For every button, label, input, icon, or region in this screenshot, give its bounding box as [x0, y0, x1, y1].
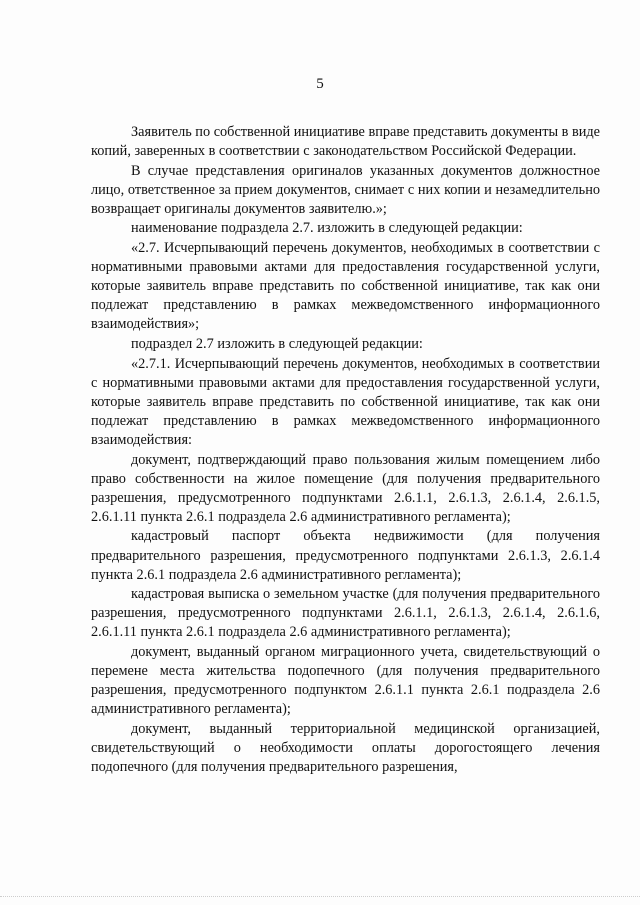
paragraph-rename-subsection: наименование подраздела 2.7. изложить в следующей редакции:	[131, 220, 523, 237]
paragraph-restate-subsection: подраздел 2.7 изложить в следующей редакции:	[131, 336, 423, 353]
paragraph-subsection-2-7-1: «2.7.1. Исчерпывающий перечень документов, необходимых в соответствии с нормативными правовыми актами для предоставления государственной услуги, которые заявитель вправе представить по собственной инициативе, так как они подлежат представлению в рамках межведомственного информационного взаимодействия:	[91, 355, 600, 448]
list-item-housing-right-document: документ, подтверждающий право пользования жилым помещением либо право собственности на жилое помещение (для получения предварительного разрешения, предусмотренного подпунктами 2.6.1.1, 2.6.1.3, 2.6.1.4, 2.6.1.5, 2.6.1.11 пункта 2.6.1 подраздела 2.6 административного регламента);	[91, 451, 600, 525]
scan-edge-artifact	[0, 896, 640, 901]
document-body	[91, 123, 600, 777]
paragraph-subsection-2-7-title: «2.7. Исчерпывающий перечень документов, необходимых в соответствии с нормативными правовыми актами для предоставления государственной услуги, которые заявитель вправе представить по собственной инициативе, так как они подлежат представлению в рамках межведомственного информационного взаимодействия»;	[91, 240, 600, 333]
page-number: 5	[316, 76, 324, 92]
paragraph-copies-allowed: Заявитель по собственной инициативе вправе представить документы в виде копий, заверенных в соответствии с законодательством Российской Федерации.	[91, 124, 600, 160]
paragraph-originals-return: В случае представления оригиналов указанных документов должностное лицо, ответственное за прием документов, снимает с них копии и незамедлительно возвращает оригиналы документов заявителю.»;	[91, 162, 600, 217]
list-item-cadastral-extract: кадастровая выписка о земельном участке (для получения предварительного разрешения, предусмотренного подпунктами 2.6.1.1, 2.6.1.3, 2.6.1.4, 2.6.1.6, 2.6.1.11 пункта 2.6.1 подраздела 2.6 административного регламента);	[91, 586, 600, 641]
list-item-cadastral-passport: кадастровый паспорт объекта недвижимости (для получения предварительного разрешения, предусмотренного подпунктами 2.6.1.3, 2.6.1.4 пункта 2.6.1 подраздела 2.6 административного регламента);	[91, 528, 600, 583]
list-item-migration-document: документ, выданный органом миграционного учета, свидетельствующий о перемене места жительства подопечного (для получения предварительного разрешения, предусмотренного подпунктом 2.6.1.1 пункта 2.6.1 подраздела 2.6 административного регламента);	[91, 644, 600, 718]
list-item-medical-document: документ, выданный территориальной медицинской организацией, свидетельствующий о необходимости оплаты дорогостоящего лечения подопечного (для получения предварительного разрешения,	[91, 720, 600, 776]
